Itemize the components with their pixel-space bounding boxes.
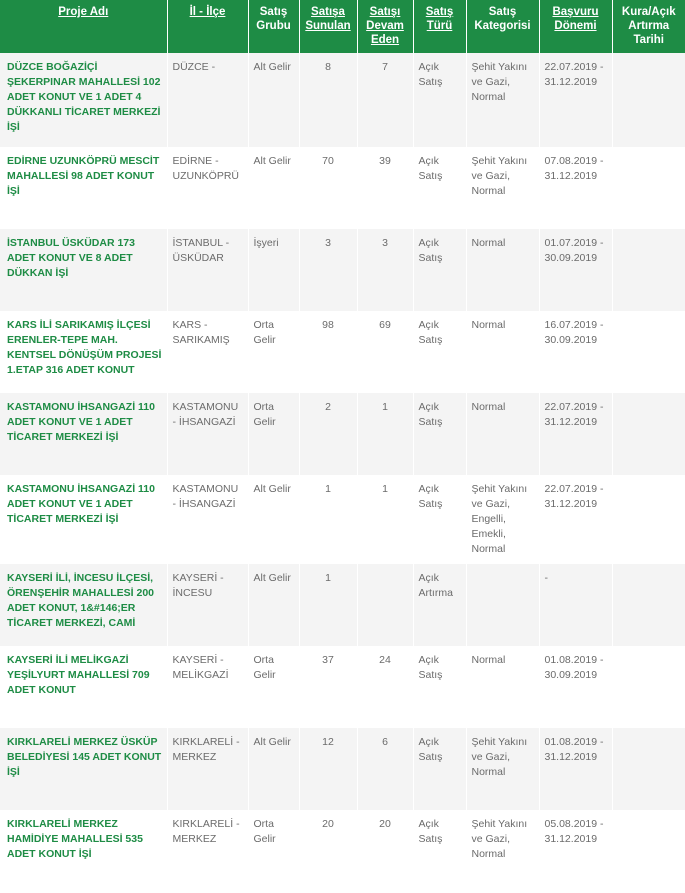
- table-row: [0, 728, 685, 810]
- offered-count: 12: [299, 728, 357, 810]
- col-header-tur[interactable]: [413, 0, 466, 53]
- sales-type: Açık Artırma: [413, 564, 466, 646]
- sales-type: Açık Satış: [413, 311, 466, 393]
- project-name[interactable]: KAYSERİ İLİ MELİKGAZİ YEŞİLYURT MAHALLESİ 709 ADET KONUT: [0, 646, 167, 728]
- table-row: [0, 311, 685, 393]
- remaining-count: 1: [357, 393, 413, 475]
- sales-category: Normal: [466, 646, 539, 728]
- table-row: [0, 564, 685, 646]
- sales-group: Alt Gelir: [248, 475, 299, 564]
- sales-type: Açık Satış: [413, 475, 466, 564]
- draw-date: [612, 229, 685, 311]
- col-header-donem[interactable]: [539, 0, 612, 53]
- application-period: -: [539, 564, 612, 646]
- col-header-proje-label[interactable]: Proje Adı: [58, 6, 109, 18]
- draw-date: [612, 810, 685, 892]
- sales-category: Şehit Yakını ve Gazi, Engelli, Emekli, Normal: [466, 475, 539, 564]
- remaining-count: 69: [357, 311, 413, 393]
- sales-category: Şehit Yakını ve Gazi, Normal: [466, 728, 539, 810]
- remaining-count: 7: [357, 53, 413, 147]
- location: KIRKLARELİ - MERKEZ: [167, 728, 248, 810]
- remaining-count: 1: [357, 475, 413, 564]
- application-period: 16.07.2019 - 30.09.2019: [539, 311, 612, 393]
- project-name[interactable]: KARS İLİ SARIKAMIŞ İLÇESİ ERENLER-TEPE MAH. KENTSEL DÖNÜŞÜM PROJESİ 1.ETAP 316 ADET KONUT: [0, 311, 167, 393]
- col-header-il[interactable]: [167, 0, 248, 53]
- table-row: [0, 53, 685, 147]
- draw-date: [612, 564, 685, 646]
- offered-count: 1: [299, 564, 357, 646]
- sales-group: Alt Gelir: [248, 728, 299, 810]
- location: KASTAMONU - İHSANGAZİ: [167, 475, 248, 564]
- project-name[interactable]: DÜZCE BOĞAZİÇİ ŞEKERPINAR MAHALLESİ 102 ADET KONUT VE 1 ADET 4 DÜKKANLI TİCARET MERKEZİ İŞİ: [0, 53, 167, 147]
- remaining-count: 6: [357, 728, 413, 810]
- application-period: 05.08.2019 - 31.12.2019: [539, 810, 612, 892]
- offered-count: 37: [299, 646, 357, 728]
- col-header-kategori: [466, 0, 539, 53]
- location: DÜZCE -: [167, 53, 248, 147]
- sales-group: Orta Gelir: [248, 646, 299, 728]
- col-header-proje[interactable]: [0, 0, 167, 53]
- project-name[interactable]: İSTANBUL ÜSKÜDAR 173 ADET KONUT VE 8 ADET DÜKKAN İŞİ: [0, 229, 167, 311]
- draw-date: [612, 728, 685, 810]
- draw-date: [612, 475, 685, 564]
- sales-category: Şehit Yakını ve Gazi, Normal: [466, 810, 539, 892]
- sales-group: İşyeri: [248, 229, 299, 311]
- location: KARS - SARIKAMIŞ: [167, 311, 248, 393]
- table-row: [0, 229, 685, 311]
- sales-type: Açık Satış: [413, 147, 466, 229]
- table-row: [0, 646, 685, 728]
- table-row: [0, 810, 685, 892]
- draw-date: [612, 646, 685, 728]
- sales-category: Şehit Yakını ve Gazi, Normal: [466, 147, 539, 229]
- sales-category: Normal: [466, 229, 539, 311]
- project-name[interactable]: KAYSERİ İLİ, İNCESU İLÇESİ, ÖRENŞEHİR MAHALLESİ 200 ADET KONUT, 1&#146;ER TİCARET MERKEZİ, CAMİ: [0, 564, 167, 646]
- offered-count: 3: [299, 229, 357, 311]
- location: KIRKLARELİ - MERKEZ: [167, 810, 248, 892]
- location: EDİRNE - UZUNKÖPRÜ: [167, 147, 248, 229]
- draw-date: [612, 393, 685, 475]
- col-header-devam[interactable]: [357, 0, 413, 53]
- sales-type: Açık Satış: [413, 646, 466, 728]
- sales-group: Alt Gelir: [248, 147, 299, 229]
- offered-count: 98: [299, 311, 357, 393]
- offered-count: 1: [299, 475, 357, 564]
- remaining-count: 3: [357, 229, 413, 311]
- sales-type: Açık Satış: [413, 728, 466, 810]
- remaining-count: [357, 564, 413, 646]
- col-header-kura: [612, 0, 685, 53]
- application-period: 22.07.2019 - 31.12.2019: [539, 475, 612, 564]
- sales-type: Açık Satış: [413, 393, 466, 475]
- application-period: 01.08.2019 - 30.09.2019: [539, 646, 612, 728]
- sales-type: Açık Satış: [413, 810, 466, 892]
- draw-date: [612, 53, 685, 147]
- project-name[interactable]: KIRKLARELİ MERKEZ ÜSKÜP BELEDİYESİ 145 ADET KONUT İŞİ: [0, 728, 167, 810]
- sales-category: Normal: [466, 311, 539, 393]
- application-period: 22.07.2019 - 31.12.2019: [539, 53, 612, 147]
- remaining-count: 20: [357, 810, 413, 892]
- col-header-grup: [248, 0, 299, 53]
- application-period: 22.07.2019 - 31.12.2019: [539, 393, 612, 475]
- offered-count: 8: [299, 53, 357, 147]
- application-period: 01.08.2019 - 31.12.2019: [539, 728, 612, 810]
- project-name[interactable]: KASTAMONU İHSANGAZİ 110 ADET KONUT VE 1 ADET TİCARET MERKEZİ İŞİ: [0, 393, 167, 475]
- col-header-tur-label[interactable]: Satış Türü: [425, 6, 454, 32]
- table-row: [0, 393, 685, 475]
- location: KAYSERİ - MELİKGAZİ: [167, 646, 248, 728]
- sales-group: Alt Gelir: [248, 53, 299, 147]
- remaining-count: 39: [357, 147, 413, 229]
- col-header-kura-label: Kura/Açık Artırma Tarihi: [621, 6, 676, 46]
- application-period: 01.07.2019 - 30.09.2019: [539, 229, 612, 311]
- remaining-count: 24: [357, 646, 413, 728]
- sales-group: Orta Gelir: [248, 393, 299, 475]
- location: KAYSERİ - İNCESU: [167, 564, 248, 646]
- table-row: [0, 147, 685, 229]
- sales-category: [466, 564, 539, 646]
- project-name[interactable]: KIRKLARELİ MERKEZ HAMİDİYE MAHALLESİ 535 ADET KONUT İŞİ: [0, 810, 167, 892]
- sales-type: Açık Satış: [413, 53, 466, 147]
- table-header-row: [0, 0, 685, 53]
- draw-date: [612, 147, 685, 229]
- draw-date: [612, 311, 685, 393]
- location: KASTAMONU - İHSANGAZİ: [167, 393, 248, 475]
- sales-group: Alt Gelir: [248, 564, 299, 646]
- col-header-grup-label: Satış Grubu: [256, 6, 291, 32]
- col-header-devam-label[interactable]: Satışı Devam Eden: [366, 6, 404, 46]
- sales-group: Orta Gelir: [248, 810, 299, 892]
- offered-count: 70: [299, 147, 357, 229]
- offered-count: 2: [299, 393, 357, 475]
- location: İSTANBUL - ÜSKÜDAR: [167, 229, 248, 311]
- offered-count: 20: [299, 810, 357, 892]
- col-header-sunulan[interactable]: [299, 0, 357, 53]
- application-period: 07.08.2019 - 31.12.2019: [539, 147, 612, 229]
- sales-group: Orta Gelir: [248, 311, 299, 393]
- col-header-il-label[interactable]: İl - İlçe: [189, 6, 226, 18]
- project-name[interactable]: KASTAMONU İHSANGAZİ 110 ADET KONUT VE 1 ADET TİCARET MERKEZİ İŞİ: [0, 475, 167, 564]
- table-row: [0, 475, 685, 564]
- sales-category: Normal: [466, 393, 539, 475]
- sales-category: Şehit Yakını ve Gazi, Normal: [466, 53, 539, 147]
- project-name[interactable]: EDİRNE UZUNKÖPRÜ MESCİT MAHALLESİ 98 ADET KONUT İŞİ: [0, 147, 167, 229]
- col-header-kategori-label: Satış Kategorisi: [474, 6, 531, 32]
- col-header-donem-label[interactable]: Başvuru Dönemi: [552, 6, 599, 32]
- sales-type: Açık Satış: [413, 229, 466, 311]
- col-header-sunulan-label[interactable]: Satışa Sunulan: [305, 6, 351, 32]
